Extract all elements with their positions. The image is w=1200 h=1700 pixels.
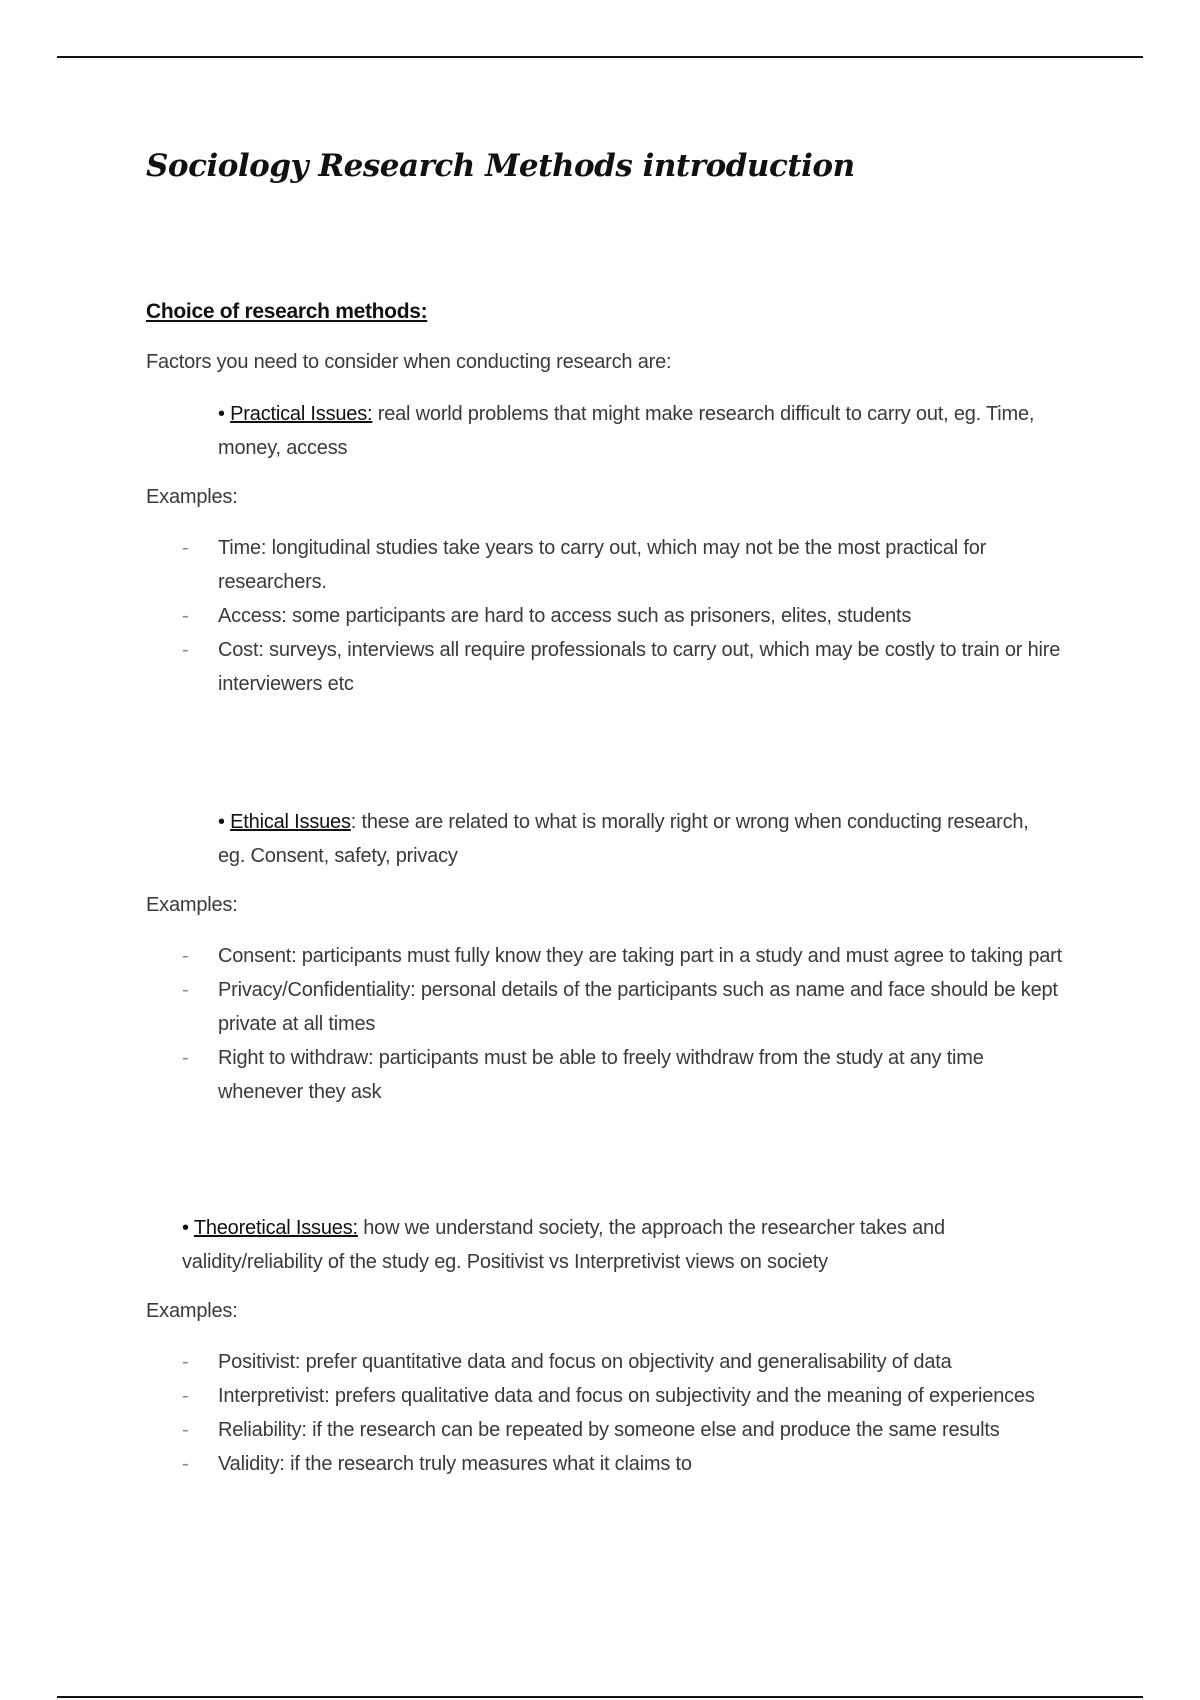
theoretical-issues-paragraph: [182, 1211, 1062, 1279]
theoretical-issues-text: how we understand society, the approach the researcher takes and validity/reliability of the study eg. Positivist vs Interpretivist views on society: [182, 1217, 945, 1273]
ethical-issues-label: Ethical Issues: [230, 811, 351, 833]
list-item: - Time: longitudinal studies take years to carry out, which may not be the most practical for researchers.: [182, 531, 1062, 599]
list-item: - Interpretivist: prefers qualitative data and focus on subjectivity and the meaning of experiences: [182, 1379, 1062, 1413]
bullet-icon: •: [182, 1217, 194, 1239]
bottom-rule: [57, 1696, 1143, 1698]
list-item: - Right to withdraw: participants must be able to freely withdraw from the study at any time whenever they ask: [182, 1041, 1062, 1109]
theoretical-examples-list: [182, 1345, 1062, 1481]
list-item: - Privacy/Confidentiality: personal details of the participants such as name and face should be kept private at all times: [182, 973, 1062, 1041]
list-item: - Validity: if the research truly measures what it claims to: [182, 1447, 1062, 1481]
practical-issues-text: real world problems that might make research difficult to carry out, eg. Time, money, access: [218, 403, 1035, 459]
document-title: Sociology Research Methods introduction: [146, 148, 855, 184]
practical-examples-label: Examples:: [146, 486, 238, 508]
ethical-issues-paragraph: [218, 805, 1058, 873]
bullet-icon: •: [218, 811, 231, 833]
list-item: - Consent: participants must fully know they are taking part in a study and must agree to taking part: [182, 939, 1062, 973]
practical-examples-list: [182, 531, 1062, 701]
theoretical-examples-label: Examples:: [146, 1300, 238, 1322]
list-item: - Access: some participants are hard to access such as prisoners, elites, students: [182, 599, 1062, 633]
section-heading: Choice of research methods:: [146, 300, 428, 323]
practical-issues-label: Practical Issues:: [230, 403, 373, 425]
intro-paragraph: Factors you need to consider when conducting research are:: [146, 351, 672, 373]
list-item: - Reliability: if the research can be repeated by someone else and produce the same results: [182, 1413, 1062, 1447]
ethical-issues-text: : these are related to what is morally right or wrong when conducting research, eg. Consent, safety, privacy: [218, 811, 1029, 867]
bullet-icon: •: [218, 403, 231, 425]
practical-issues-paragraph: [218, 397, 1058, 465]
ethical-examples-label: Examples:: [146, 894, 238, 916]
theoretical-issues-label: Theoretical Issues:: [193, 1217, 358, 1239]
list-item: - Cost: surveys, interviews all require professionals to carry out, which may be costly to train or hire interviewers etc: [182, 633, 1062, 701]
top-rule: [57, 56, 1143, 58]
list-item: - Positivist: prefer quantitative data and focus on objectivity and generalisability of data: [182, 1345, 1062, 1379]
ethical-examples-list: [182, 939, 1062, 1109]
